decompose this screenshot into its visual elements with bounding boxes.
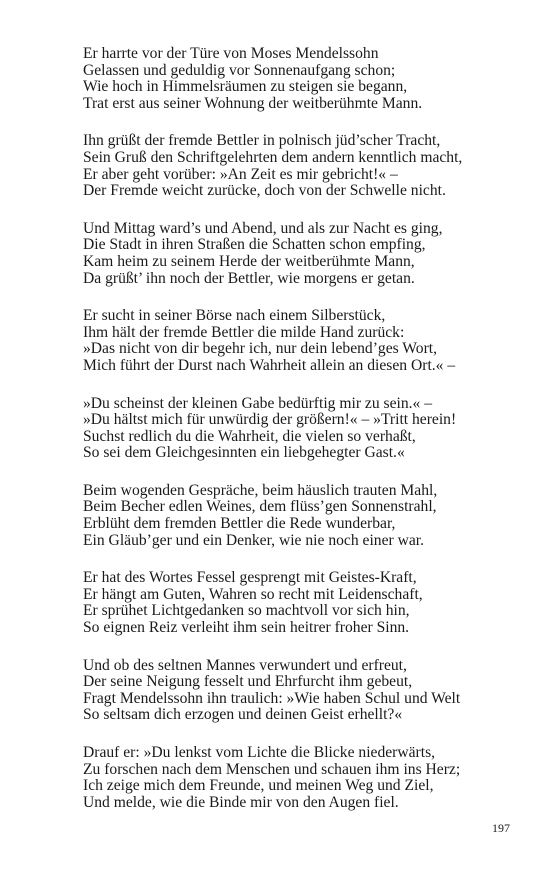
- poem-line: So eignen Reiz verleiht ihm sein heitrer froher Sinn.: [83, 619, 410, 637]
- stanza-3: [83, 221, 503, 287]
- poem-line: Er harrte vor der Türe von Moses Mendelssohn: [83, 45, 379, 62]
- stanza-7: [83, 570, 503, 636]
- poem-line: Wie hoch in Himmelsräumen zu steigen sie begann,: [83, 78, 408, 96]
- stanza-8: [83, 658, 503, 724]
- poem: [83, 46, 503, 832]
- poem-line: Er sprühet Lichtgedanken so machtvoll vor sich hin,: [83, 602, 410, 620]
- stanza-2: [83, 133, 503, 199]
- poem-line: Die Stadt in ihren Straßen die Schatten schon empfing,: [83, 236, 426, 254]
- poem-line: Suchst redlich du die Wahrheit, die vielen so verhaßt,: [83, 427, 416, 445]
- poem-line: Da grüßt’ ihn noch der Bettler, wie morgens er getan.: [83, 269, 415, 287]
- poem-line: Zu forschen nach dem Menschen und schauen ihm ins Herz;: [83, 760, 461, 778]
- poem-line: Er hängt am Guten, Wahren so recht mit Leidenschaft,: [83, 585, 423, 603]
- poem-line: Der Fremde weicht zurücke, doch von der Schwelle nicht.: [83, 182, 446, 200]
- poem-line: Er hat des Wortes Fessel gesprengt mit Geistes-Kraft,: [83, 569, 417, 587]
- poem-line: Ein Gläub’ger und ein Denker, wie nie noch einer war.: [83, 531, 425, 549]
- poem-line: Ich zeige mich dem Freunde, und meinen Weg und Ziel,: [83, 777, 434, 795]
- poem-line: Und melde, wie die Binde mir von den Augen fiel.: [83, 793, 399, 811]
- poem-line: Erblüht dem fremden Bettler die Rede wunderbar,: [83, 515, 396, 533]
- poem-line: Gelassen und geduldig vor Sonnenaufgang schon;: [83, 61, 396, 79]
- poem-line: So seltsam dich erzogen und deinen Geist erhellt?«: [83, 706, 403, 724]
- stanza-1: [83, 46, 503, 112]
- poem-line: Und Mittag ward’s und Abend, und als zur Nacht es ging,: [83, 219, 443, 237]
- poem-line: »Du hältst mich für unwürdig der größern!« – »Tritt herein!: [83, 411, 457, 429]
- poem-line: Drauf er: »Du lenkst vom Lichte die Blicke niederwärts,: [83, 744, 436, 761]
- poem-line: Beim wogenden Gespräche, beim häuslich trauten Mahl,: [83, 481, 438, 499]
- stanza-6: [83, 483, 503, 549]
- stanza-9: [83, 745, 503, 811]
- poem-line: Der seine Neigung fesselt und Ehrfurcht ihm gebeut,: [83, 673, 413, 691]
- poem-line: Beim Becher edlen Weines, dem flüss’gen Sonnenstrahl,: [83, 498, 437, 516]
- poem-line: Mich führt der Durst nach Wahrheit allein an diesen Ort.« –: [83, 356, 456, 374]
- stanza-4: [83, 308, 503, 374]
- page-number: 197: [492, 821, 510, 835]
- poem-line: Ihn grüßt der fremde Bettler in polnisch jüd’scher Tracht,: [83, 132, 441, 150]
- poem-line: Kam heim zu seinem Herde der weitberühmte Mann,: [83, 252, 415, 270]
- poem-line: Er aber geht vorüber: »An Zeit es mir gebricht!« –: [83, 165, 398, 183]
- stanza-5: [83, 396, 503, 462]
- poem-line: Trat erst aus seiner Wohnung der weitberühmte Mann.: [83, 94, 423, 112]
- poem-line: Und ob des seltnen Mannes verwundert und erfreut,: [83, 656, 407, 674]
- poem-line: »Das nicht von dir begehr ich, nur dein lebend’ges Wort,: [83, 340, 437, 358]
- poem-line: Ihm hält der fremde Bettler die milde Hand zurück:: [83, 323, 405, 341]
- poem-line: »Du scheinst der kleinen Gabe bedürftig mir zu sein.« –: [83, 394, 433, 412]
- poem-line: So sei dem Gleichgesinnten ein liebgehegter Gast.«: [83, 444, 405, 462]
- poem-line: Fragt Mendelssohn ihn traulich: »Wie haben Schul und Welt: [83, 689, 461, 707]
- poem-line: Sein Gruß den Schriftgelehrten dem andern kenntlich macht,: [83, 148, 463, 166]
- poem-line: Er sucht in seiner Börse nach einem Silberstück,: [83, 307, 386, 325]
